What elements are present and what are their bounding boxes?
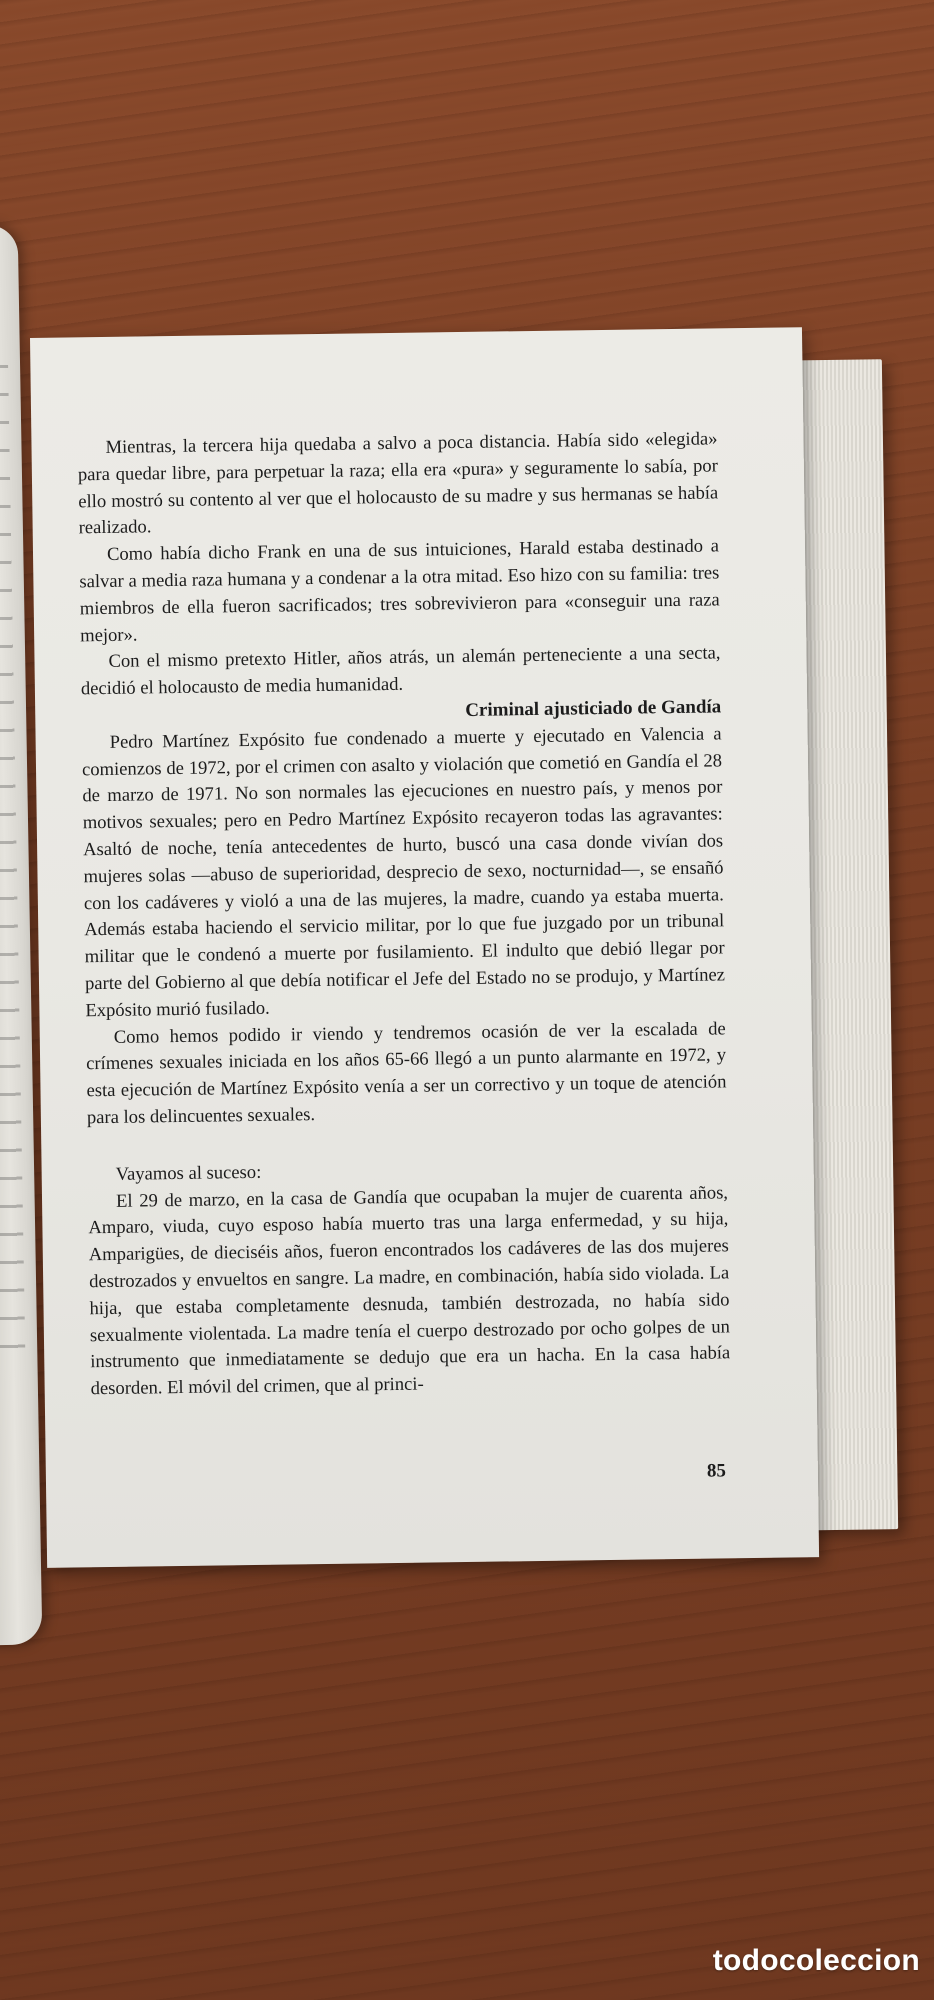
paragraph: Mientras, la tercera hija quedaba a salvo a poca distancia. Había sido «elegida» para quedar libre, para perpetuar la raza; ella era «pura» y seguramente lo sabía, por ello mostró su contento al ver que el holocausto de su madre y sus hermanas se había realizado. [77, 428, 719, 539]
left-page-text-fragment [0, 365, 26, 1366]
book-page [30, 327, 819, 1568]
page-content [77, 426, 730, 1403]
paragraph: Como hemos podido ir viendo y tendremos ocasión de ver la escalada de crímenes sexuales iniciada en los años 65-66 llegó a un punto alarmante en 1972, y esta ejecución de Martínez Expósito venía a ser un correctivo y un toque de atención para los delincuentes sexuales. [85, 1017, 727, 1129]
page-number: 85 [706, 1460, 727, 1482]
paragraph: Con el mismo pretexto Hitler, años atrás, un alemán perteneciente a una secta, decidió el holocausto de media humanidad. [80, 642, 721, 700]
paragraph: Vayamos al suceso: [115, 1161, 262, 1185]
section-heading: Criminal ajusticiado de Gandía [465, 696, 722, 721]
paragraph: Como había dicho Frank en una de sus intuiciones, Harald estaba destinado a salvar a media raza humana y a condenar a la otra mitad. Eso hizo con su familia: tres miembros de ella fueron sacrificados; tres sobrevivieron para «conseguir una raza mejor». [79, 535, 720, 646]
watermark-logo: todocoleccion [712, 1944, 920, 1977]
paragraph: El 29 de marzo, en la casa de Gandía que ocupaban la mujer de cuarenta años, Amparo, viuda, cuyo esposo había muerto tras una larga enfermedad, y su hija, Amparigües, de dieciséis años, fueron encontrados los cadáveres de las dos mujeres destrozados y envueltos en sangre. La madre, en combinación, había sido violada. La hija, que estaba completamente desnuda, también destrozada, no había sido sexualmente violentada. La madre tenía el cuerpo destrozado por ocho golpes de un instrumento que inmediatamente se dedujo que era un hacha. En la casa había desorden. El móvil del crimen, que al princi- [88, 1181, 731, 1400]
paragraph: Pedro Martínez Expósito fue condenado a muerte y ejecutado en Valencia a comienzos de 1972, por el crimen con asalto y violación que cometió en Gandía el 28 de marzo de 1971. No son normales las ejecuciones en nuestro país, y menos por motivos sexuales; pero en Pedro Martínez Expósito recayeron todas las agravantes: Asaltó de noche, tenía antecedentes de hurto, buscó una casa donde vivían dos mujeres solas —abuso de superioridad, desprecio de sexo, nocturnidad—, se ensañó con los cadáveres y violó a una de las mujeres, la madre, cuando ya estaba muerta. Además estaba haciendo el servicio militar, por lo que fue juzgado por un tribunal militar que le condenó a muerte por fusilamiento. El indulto que debió llegar por parte del Gobierno al que debía notificar el Jefe del Estado no se produjo, y Martínez Expósito murió fusilado. [81, 723, 726, 1022]
